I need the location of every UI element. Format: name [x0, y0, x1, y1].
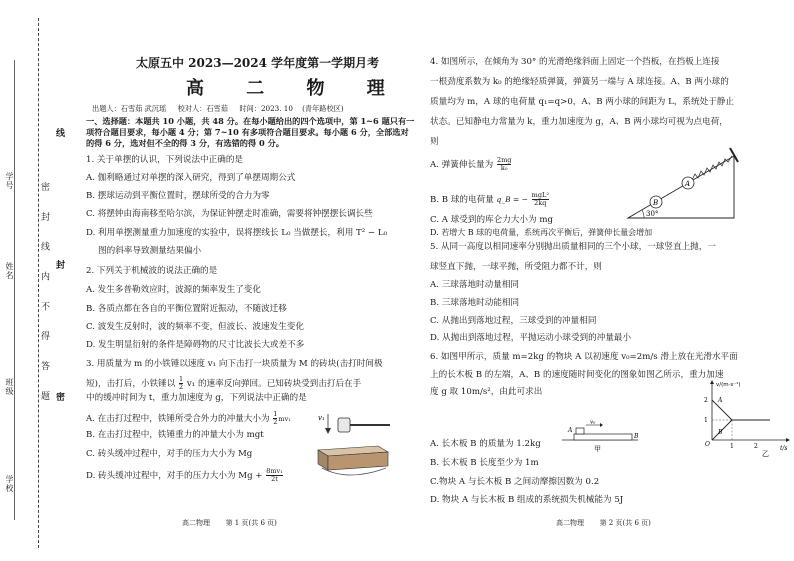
exam-meta — [92, 104, 344, 114]
q4-b-frac — [532, 192, 549, 207]
tick-v-1: 1 — [704, 417, 708, 424]
mark-mi: 密 — [54, 392, 64, 402]
q3-line-2b: 的速率反向弹回。已知砖块受到击打后在手 — [197, 379, 362, 389]
t-axis-arrow — [786, 438, 790, 442]
mark-xian: 线 — [54, 128, 64, 138]
q4-option-a — [430, 157, 512, 172]
q6-line-2: 上的长木板 B 的左端，A、B 的速度随时间变化的图象如图乙所示，重力加速 — [430, 370, 724, 380]
label-class: 班级 — [5, 378, 14, 396]
q5-option-d: D. 从抛出到落地过程，平抛运动小球受到的冲量最小 — [430, 333, 632, 343]
q3-line-1: 3. 用质量为 m 的小铁锤以速度 v₁ 向下击打一块质量为 M 的砖块(击打时间极 — [86, 359, 383, 369]
q4-option-b — [430, 192, 550, 207]
frac-den: k₀ — [500, 164, 508, 172]
q4-b-expr: q_B = − — [496, 195, 528, 204]
q2-option-b: B. 各质点都在各自的平衡位置附近振动，不随波迁移 — [86, 304, 287, 314]
block-a — [576, 428, 584, 434]
q3-option-c: C. 砖头缓冲过程中，对手的压力大小为 Mg — [86, 449, 253, 459]
ball-b-label: B — [653, 199, 659, 207]
frac-den: 2t — [271, 475, 278, 483]
setter: 出题人：石雪茹 武沉瑶 — [92, 104, 167, 113]
q5-option-b: B. 三球落地时动能相同 — [430, 298, 520, 308]
v0-arrowhead — [600, 423, 603, 427]
frac-num: mgL² — [531, 191, 549, 199]
q6-line-1: 6. 如图甲所示，质量 m=2kg 的物块 A 以初速度 v₀=2m/s 滑上放在光滑水平面 — [430, 352, 738, 362]
q3-a-frac — [273, 411, 277, 426]
tick-t-2: 2 — [754, 443, 758, 450]
block-a-label: A — [568, 427, 573, 434]
q4-option-a-text: A. 弹簧伸长量为 — [430, 160, 494, 170]
label-name: 姓名 — [5, 262, 14, 280]
footer-right-subject: 高二物理 — [556, 519, 584, 527]
footer-right — [556, 518, 651, 528]
q3-a-tail: mv₁ — [278, 415, 291, 423]
incline-triangle — [628, 156, 734, 218]
q6-figure-jia — [560, 420, 640, 454]
subject-title: 高 二 物 理 — [186, 78, 403, 99]
q3-frac-half — [179, 376, 183, 391]
q4-incline-figure — [622, 140, 740, 220]
brick-icon — [318, 446, 388, 470]
q6-figure-yi — [700, 378, 792, 458]
instruction-line-1: 一、选择题：本题共 10 小题，共 48 分。在每小题给出的四个选项中，第 1~6 题只有一 — [86, 116, 415, 126]
mark-feng: 封 — [54, 260, 64, 270]
q1-option-c: C. 将摆钟由海南移至哈尔滨，为保证钟摆走时准确，需要将钟摆摆长调长些 — [86, 209, 373, 219]
label-school: 学校 — [5, 475, 14, 493]
frac-den: 2 — [179, 383, 184, 391]
q6-option-d: D. 物块 A 与长木板 B 组成的系统损失机械能为 5J — [430, 495, 624, 505]
q3-line-2a: 短)，击打后，小铁锤以 — [86, 379, 176, 389]
v1-label: v₁ — [318, 414, 325, 422]
q4-line-1: 4. 如图所示，在倾角为 30° 的光滑绝缘斜面上固定一个挡板，在挡板上连接 — [430, 57, 720, 67]
footer-left-subject: 高二物理 — [182, 519, 210, 527]
exam-title: 太原五中 2023—2024 学年度第一学期月考 — [136, 56, 380, 70]
q5-option-c: C. 从抛出到落地过程，三球受到的冲量相同 — [430, 316, 597, 326]
frac-num: 8mv₁ — [266, 467, 283, 475]
campus: (青年路校区) — [302, 104, 344, 113]
t-axis-label: t/s — [780, 445, 788, 452]
q1-stem: 1. 关于单摆的认识，下列说法中正确的是 — [86, 155, 244, 165]
q3-line-3: 中的缓冲时间为 t，重力加速度为 g，下列说法中正确的是 — [86, 393, 307, 403]
label-student-no: 学号 — [5, 172, 14, 190]
q4-option-d: D. 若增大 B 球的电荷量，系统再次平衡后，弹簧伸长量会增加 — [430, 228, 653, 237]
footer-left-page: 第 1 页(共 6 页) — [225, 519, 277, 527]
frac-num: 1 — [179, 375, 184, 383]
frac-den: 2kq — [534, 199, 547, 207]
tick-v-2: 2 — [704, 397, 708, 404]
q4-line-4: 状态。已知静电力常量为 k，重力加速度为 g，A、B 两小球均可视为点电荷， — [430, 117, 728, 127]
binding-warning: 密 封 线 内 不 得 答 题 — [39, 182, 49, 410]
v0-label: v₀ — [590, 420, 596, 426]
board-b-label: B — [634, 433, 639, 440]
sidebar-fill-line — [14, 60, 16, 520]
q4-line-3: 质量均为 m，A 球的电荷量 q₁=q>0，A、B 两小球的间距为 L，系统处于静止 — [430, 97, 734, 107]
q1-option-b: B. 摆球运动到平衡位置时，摆球所受的合力为零 — [86, 191, 270, 201]
q6-option-a: A. 长木板 B 的质量为 1.2kg — [430, 439, 541, 449]
q6-line-3: 度 g 取 10m/s²，由此可求出 — [430, 387, 543, 397]
frac-num: 2mg — [496, 156, 512, 164]
tick-t-1: 1 — [730, 443, 734, 450]
q3-line-2 — [86, 376, 361, 391]
q1-option-d: D. 利用单摆测量重力加速度的实验中，误将摆线长 L₀ 当做摆长，利用 T² − L₀ — [86, 228, 388, 238]
q4-option-c: C. A 球受到的库仑力大小为 mg — [430, 215, 553, 225]
q3-hammer-brick-figure — [308, 408, 402, 488]
q6-option-b: B. 长木板 B 长度至少为 1m — [430, 458, 539, 468]
footer-left — [182, 518, 277, 528]
origin-label: O — [705, 441, 710, 448]
q6-option-c: C.物块 A 与长木板 B 之间动摩擦因数为 0.2 — [430, 477, 600, 487]
q3-v1: v₁ — [186, 379, 196, 389]
board-b — [574, 434, 632, 440]
q3-option-d — [86, 468, 284, 483]
footer-right-page: 第 2 页(共 6 页) — [599, 519, 651, 527]
q1-option-d-cont: 图的斜率导致测量结果偏小 — [98, 246, 202, 256]
q2-option-a: A. 发生多普勒效应时，波源的频率发生了变化 — [86, 285, 261, 295]
exam-time: 时间：2023. 10 — [239, 104, 293, 113]
frac-den: 2 — [273, 418, 278, 426]
line-a-label: A — [718, 397, 723, 404]
line-b-label: B — [718, 429, 723, 436]
q1-option-a: A. 伽利略通过对单摆的深入研究，得到了单摆周期公式 — [86, 173, 296, 183]
ball-a-label: A — [685, 180, 691, 188]
velocity-arrow — [325, 414, 331, 434]
q3-option-b: B. 在击打过程中，铁锤重力的冲量大小为 mgt — [86, 430, 264, 440]
instruction-line-3: 的得 6 分，选对但不全的得 3 分，有选错的得 0 分。 — [86, 138, 284, 148]
q3-option-a — [86, 411, 291, 426]
q5-line-2: 球竖直下抛，一球平抛，所受阻力都不计，则 — [430, 262, 602, 272]
q3-option-d-text: D. 砖头缓冲过程中，对手的压力大小为 Mg + — [86, 471, 263, 481]
q4-line-5: 则 — [430, 137, 439, 147]
v-axis-arrow — [710, 380, 714, 384]
q3-option-a-text: A. 在击打过程中，铁锤所受合外力的冲量大小为 — [86, 414, 270, 424]
q4-a-frac — [497, 157, 511, 172]
q5-option-a: A. 三球落地时动量相同 — [430, 280, 520, 290]
checker: 校对人：石雪茹 — [177, 104, 228, 113]
angle-label: 30° — [646, 210, 659, 218]
hammer-icon — [338, 418, 390, 432]
v-axis-label: v/(m·s⁻¹) — [716, 382, 741, 388]
q2-option-c: C. 波发生反射时，波的频率不变，但波长、波速发生变化 — [86, 322, 304, 332]
q4-option-b-text: B. B 球的电荷量 — [430, 195, 494, 205]
q2-option-d: D. 发生明显衍射的条件是障碍物的尺寸比波长大或差不多 — [86, 340, 305, 350]
frac-num: 1 — [273, 410, 278, 418]
fig-yi-label: 乙 — [762, 450, 769, 458]
q4-line-2: 一根劲度系数为 k₀ 的绝缘轻质弹簧，弹簧另一端与 A 球连接。A、B 两小球的 — [430, 77, 729, 87]
q5-line-1: 5. 从同一高度以相同速率分别抛出质量相同的三个小球，一球竖直上抛，一 — [430, 242, 716, 252]
instruction-line-2: 项符合题目要求，每小题 4 分；第 7~10 有多项符合题目要求。每小题 6 分，全部选对 — [86, 127, 409, 137]
q3-d-frac — [266, 468, 283, 483]
q2-stem: 2. 下列关于机械波的说法正确的是 — [86, 266, 218, 276]
fig-jia-label: 甲 — [594, 445, 601, 453]
